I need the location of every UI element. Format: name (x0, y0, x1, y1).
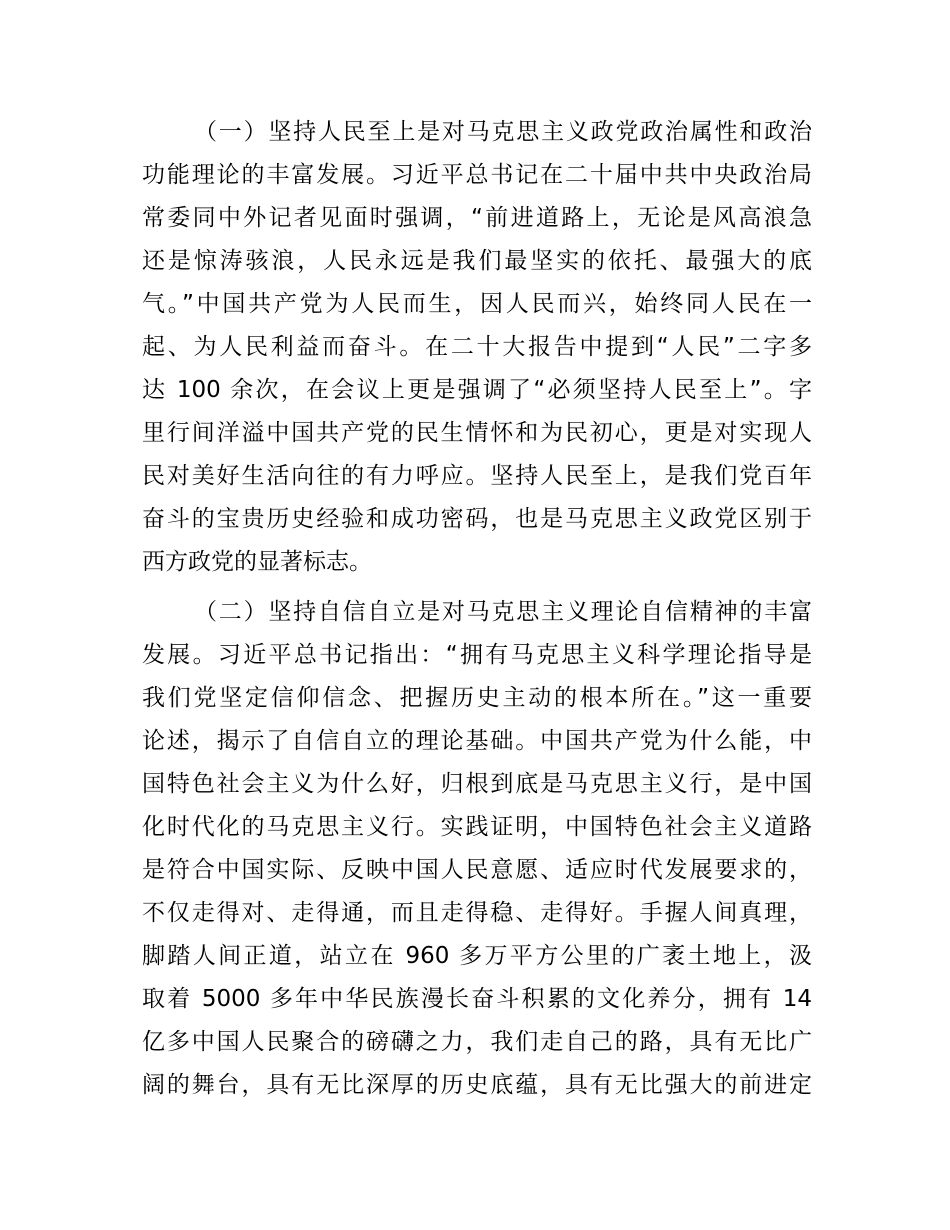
text-line: 常委同中外记者见面时强调，“前进道路上，无论是风高浪急 (142, 205, 812, 231)
text-line: 论述，揭示了自信自立的理论基础。中国共产党为什么能，中 (142, 728, 812, 754)
text-line: 是符合中国实际、反映中国人民意愿、适应时代发展要求的， (142, 857, 812, 883)
text-line: 起、为人民利益而奋斗。在二十大报告中提到“人民”二字多 (142, 334, 812, 360)
document-page (142, 111, 812, 1107)
text-line: 国特色社会主义为什么好，归根到底是马克思主义行，是中国 (142, 771, 812, 797)
text-line: 功能理论的丰富发展。习近平总书记在二十届中共中央政治局 (142, 162, 812, 188)
text-line: 达 100 余次，在会议上更是强调了“必须坚持人民至上”。字 (142, 377, 812, 403)
text-line: 里行间洋溢中国共产党的民生情怀和为民初心，更是对实现人 (142, 420, 812, 446)
text-line: 气。”中国共产党为人民而生，因人民而兴，始终同人民在一 (142, 291, 812, 317)
text-line: 亿多中国人民聚合的磅礴之力，我们走自己的路，具有无比广 (142, 1029, 812, 1055)
text-line: 西方政党的显著标志。 (142, 549, 372, 575)
text-line: （二）坚持自信自立是对马克思主义理论自信精神的丰富 (194, 599, 812, 625)
text-line: 取着 5000 多年中华民族漫长奋斗积累的文化养分，拥有 14 (142, 986, 812, 1012)
paragraph-2 (142, 591, 812, 1107)
paragraph-1 (142, 111, 812, 584)
text-line: （一）坚持人民至上是对马克思主义政党政治属性和政治 (194, 119, 812, 145)
text-line: 民对美好生活向往的有力呼应。坚持人民至上，是我们党百年 (142, 463, 812, 489)
paragraph-spacer (142, 584, 812, 591)
text-line: 我们党坚定信仰信念、把握历史主动的根本所在。”这一重要 (142, 685, 812, 711)
text-line: 不仅走得对、走得通，而且走得稳、走得好。手握人间真理， (142, 900, 812, 926)
text-line: 阔的舞台，具有无比深厚的历史底蕴，具有无比强大的前进定 (142, 1072, 812, 1098)
text-line: 还是惊涛骇浪，人民永远是我们最坚实的依托、最强大的底 (142, 248, 812, 274)
text-line: 化时代化的马克思主义行。实践证明，中国特色社会主义道路 (142, 814, 812, 840)
text-line: 奋斗的宝贵历史经验和成功密码，也是马克思主义政党区别于 (142, 506, 812, 532)
text-line: 发展。习近平总书记指出：“拥有马克思主义科学理论指导是 (142, 642, 812, 668)
text-line: 脚踏人间正道，站立在 960 多万平方公里的广袤土地上，汲 (142, 943, 812, 969)
